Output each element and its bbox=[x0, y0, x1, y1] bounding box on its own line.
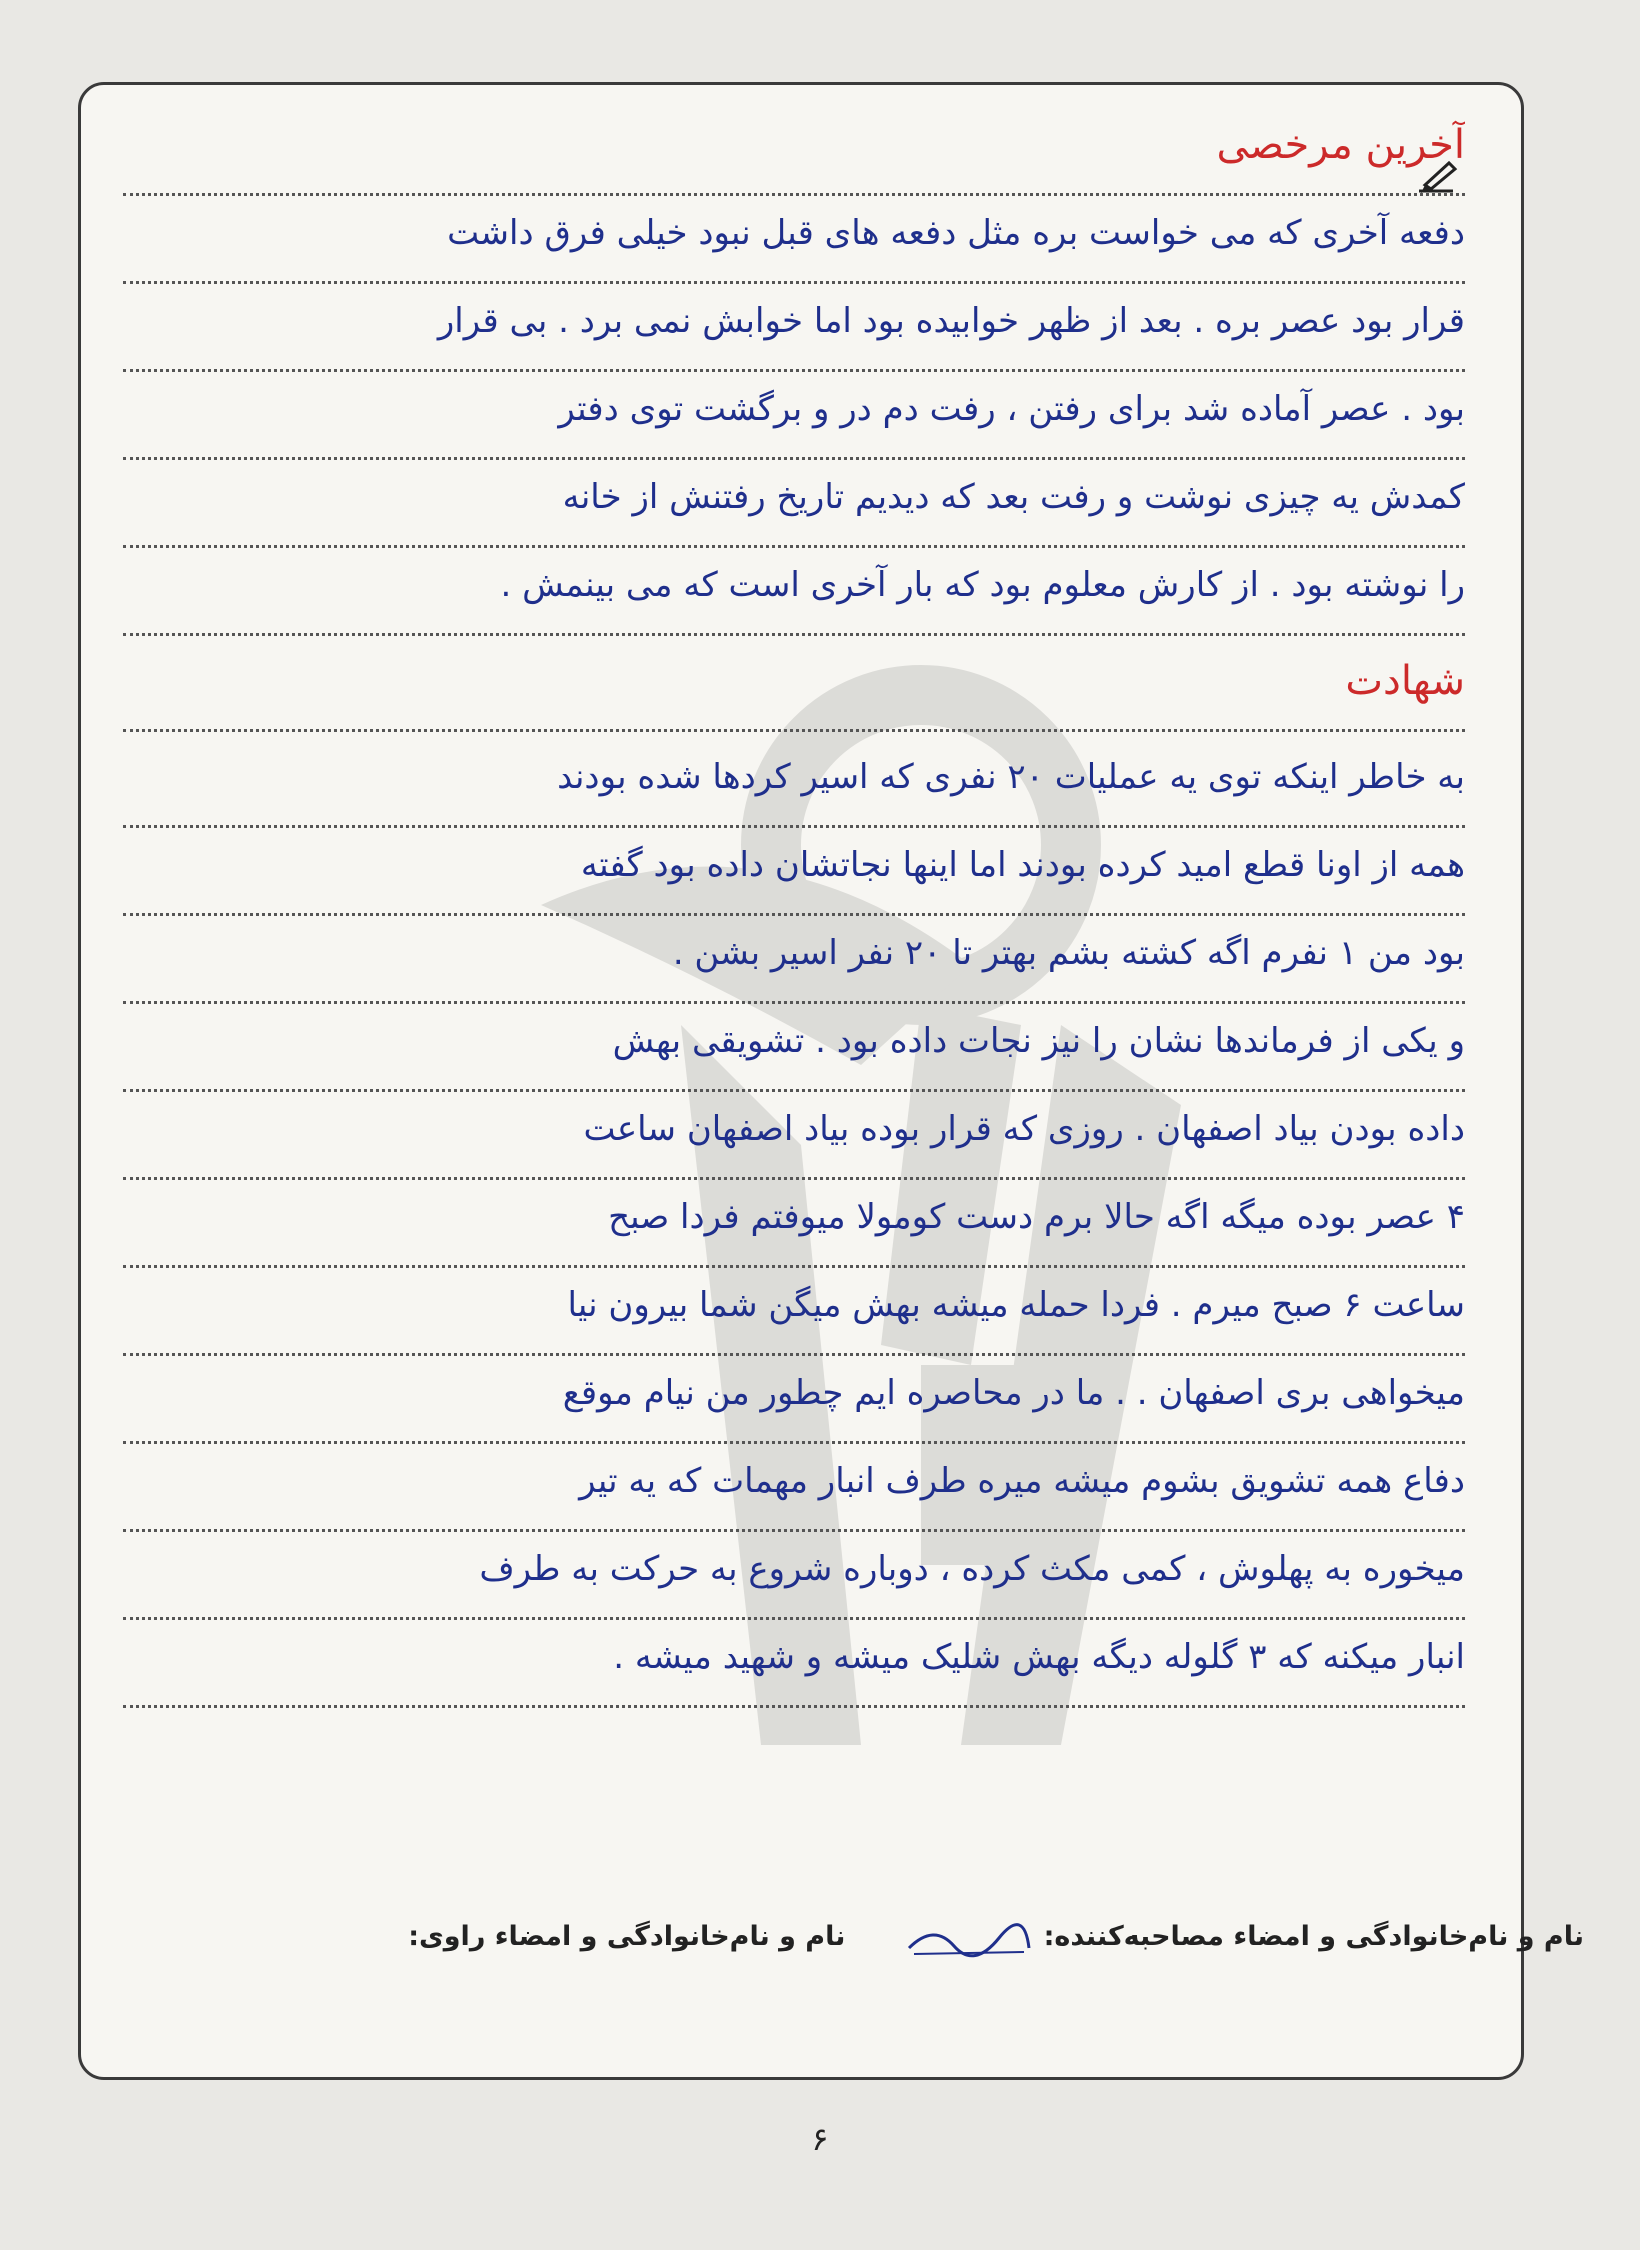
text-line-8: بود من ۱ نفرم اگه کشته بشم بهتر تا ۲۰ نفر اسیر بشن . bbox=[123, 913, 1465, 1004]
text-line-15: میخوره به پهلوش ، کمی مکث کرده ، دوباره شروع به حرکت به طرف bbox=[123, 1529, 1465, 1620]
text-line-1: دفعه آخری که می خواست بره مثل دفعه های قبل نبود خیلی فرق داشت bbox=[123, 193, 1465, 284]
text-line-11: ۴ عصر بوده میگه اگه حالا برم دست کومولا میوفتم فردا صبح bbox=[123, 1177, 1465, 1268]
text-line-2: قرار بود عصر بره . بعد از ظهر خوابیده بود اما خوابش نمی برد . بی قرار bbox=[123, 281, 1465, 372]
signature-footer bbox=[42, 1910, 1584, 1964]
interviewer-signature-label: نام و نام‌خانوادگی و امضاء مصاحبه‌کننده: bbox=[1043, 1921, 1584, 1952]
text-line-4: کمدش یه چیزی نوشت و رفت بعد که دیدیم تاریخ رفتنش از خانه bbox=[123, 457, 1465, 548]
text-line-7: همه از اونا قطع امید کرده بودند اما اینها نجاتشان داده بود گفته bbox=[123, 825, 1465, 916]
text-line-12: ساعت ۶ صبح میرم . فردا حمله میشه بهش میگن شما بیرون نیا bbox=[123, 1265, 1465, 1356]
text-line-13: میخواهی بری اصفهان . . ما در محاصره ایم چطور من نیام موقع bbox=[123, 1353, 1465, 1444]
narrator-signature-label: نام و نام‌خانوادگی و امضاء راوی: bbox=[408, 1921, 846, 1952]
heading-martyrdom: شهادت bbox=[123, 641, 1465, 732]
heading-last-leave: آخرین مرخصی bbox=[123, 105, 1465, 196]
text-line-6: به خاطر اینکه توی یه عملیات ۲۰ نفری که اسیر کردها شده بودند bbox=[123, 737, 1465, 828]
text-line-14: دفاع همه تشویق بشوم میشه میره طرف انبار مهمات که یه تیر bbox=[123, 1441, 1465, 1532]
text-line-3: بود . عصر آماده شد برای رفتن ، رفت دم در و برگشت توی دفتر bbox=[123, 369, 1465, 460]
text-line-5: را نوشته بود . از کارش معلوم بود که بار آخری است که می بینمش . bbox=[123, 545, 1465, 636]
interviewer-signature bbox=[904, 1918, 1034, 1958]
page-number: ۶ bbox=[811, 2120, 829, 2158]
text-line-16: انبار میکنه که ۳ گلوله دیگه بهش شلیک میشه و شهید میشه . bbox=[123, 1617, 1465, 1708]
text-line-9: و یکی از فرماندها نشان را نیز نجات داده بود . تشویقی بهش bbox=[123, 1001, 1465, 1092]
page-frame bbox=[78, 82, 1524, 2080]
text-line-10: داده بودن بیاد اصفهان . روزی که قرار بوده بیاد اصفهان ساعت bbox=[123, 1089, 1465, 1180]
